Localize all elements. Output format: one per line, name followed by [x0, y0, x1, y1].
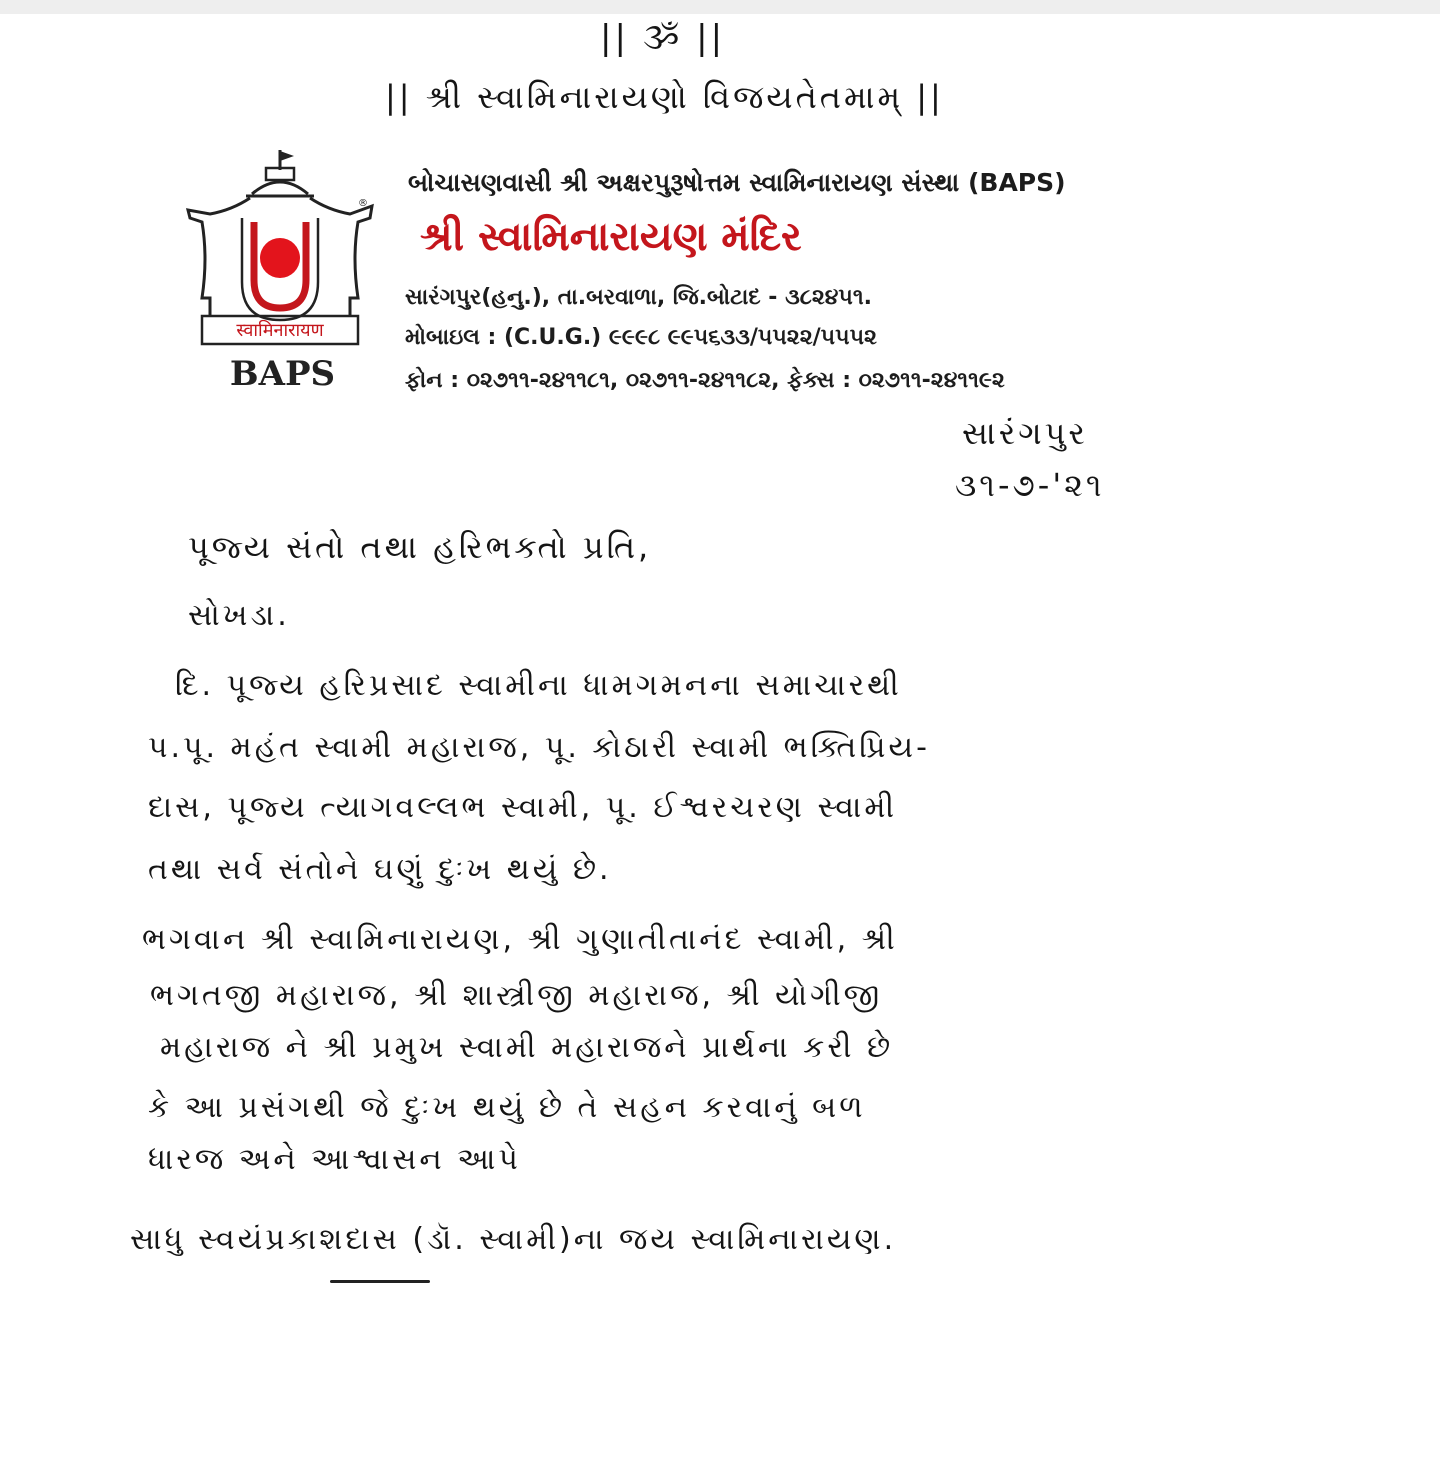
- signature-underline: [330, 1280, 430, 1283]
- om-invocation: || ૐ ||: [600, 18, 726, 58]
- letter-line: દિ. પૂજ્ય હરિપ્રસાદ સ્વામીના ધામગમનના સમાચારથી: [175, 668, 902, 703]
- phone-fax-line: ફોન : ૦૨૭૧૧-૨૪૧૧૮૧, ૦૨૭૧૧-૨૪૧૧૮૨, ફેક્સ : ૦૨૭૧૧-૨૪૧૧૯૨: [405, 368, 1005, 393]
- svg-text:®: ®: [358, 198, 368, 209]
- letter-line: ભગવાન શ્રી સ્વામિનારાયણ, શ્રી ગુણાતીતાનંદ સ્વામી, શ્રી: [142, 922, 898, 957]
- letter-line: ભગતજી મહારાજ, શ્રી શાસ્ત્રીજી મહારાજ, શ્રી યોગીજી: [150, 978, 883, 1013]
- letter-date: ૩૧-૭-'૨૧: [955, 466, 1105, 504]
- address-line: સારંગપુર(હનુ.), તા.બરવાળા, જિ.બોટાદ - ૩૮૨૪૫૧.: [405, 285, 872, 310]
- letter-line: ધારજ અને આશ્વાસન આપે: [148, 1142, 521, 1177]
- top-bar: [0, 0, 1440, 14]
- letter-line: પ.પૂ. મહંત સ્વામી મહારાજ, પૂ. કોઠારી સ્વામી ભક્તિપ્રિય-: [148, 730, 930, 765]
- logo-caption: स्वामिनारायण: [236, 320, 324, 341]
- letter-line: તથા સર્વ સંતોને ઘણું દુઃખ થયું છે.: [148, 852, 612, 887]
- mandir-name: શ્રી સ્વામિનારાયણ મંદિર: [420, 214, 802, 260]
- letter-line: કે આ પ્રસંગથી જે દુઃખ થયું છે તે સહન કરવાનું બળ: [148, 1090, 866, 1125]
- baps-logo: [180, 148, 385, 398]
- signoff-line: સાધુ સ્વયંપ્રકાશદાસ (ડૉ. સ્વામી)ના જય સ્વામિનારાયણ.: [130, 1222, 897, 1257]
- invocation-line: || શ્રી સ્વામિનારાયણો વિજયતેતમામ્ ||: [385, 78, 944, 116]
- logo-text: BAPS: [229, 354, 336, 394]
- letter-line: દાસ, પૂજ્ય ત્યાગવલ્લભ સ્વામી, પૂ. ઈશ્વરચરણ સ્વામી: [148, 790, 898, 825]
- mobile-line: મોબાઇલ : (C.U.G.) ૯૯૯૮ ૯૯૫૬૩૩/૫૫૨૨/૫૫૫૨: [405, 325, 877, 350]
- letter-line: મહારાજ ને શ્રી પ્રમુખ સ્વામી મહારાજને પ્રાર્થના કરી છે: [160, 1030, 894, 1065]
- addressee: સોખડા.: [188, 598, 290, 633]
- org-name: બોચાસણવાસી શ્રી અક્ષરપુરૂષોત્તમ સ્વામિનારાયણ સંસ્થા (BAPS): [408, 168, 1066, 197]
- salutation: પૂજ્ય સંતો તથા હરિભક્તો પ્રતિ,: [188, 528, 652, 566]
- letter-place: સારંગપુર: [962, 414, 1088, 452]
